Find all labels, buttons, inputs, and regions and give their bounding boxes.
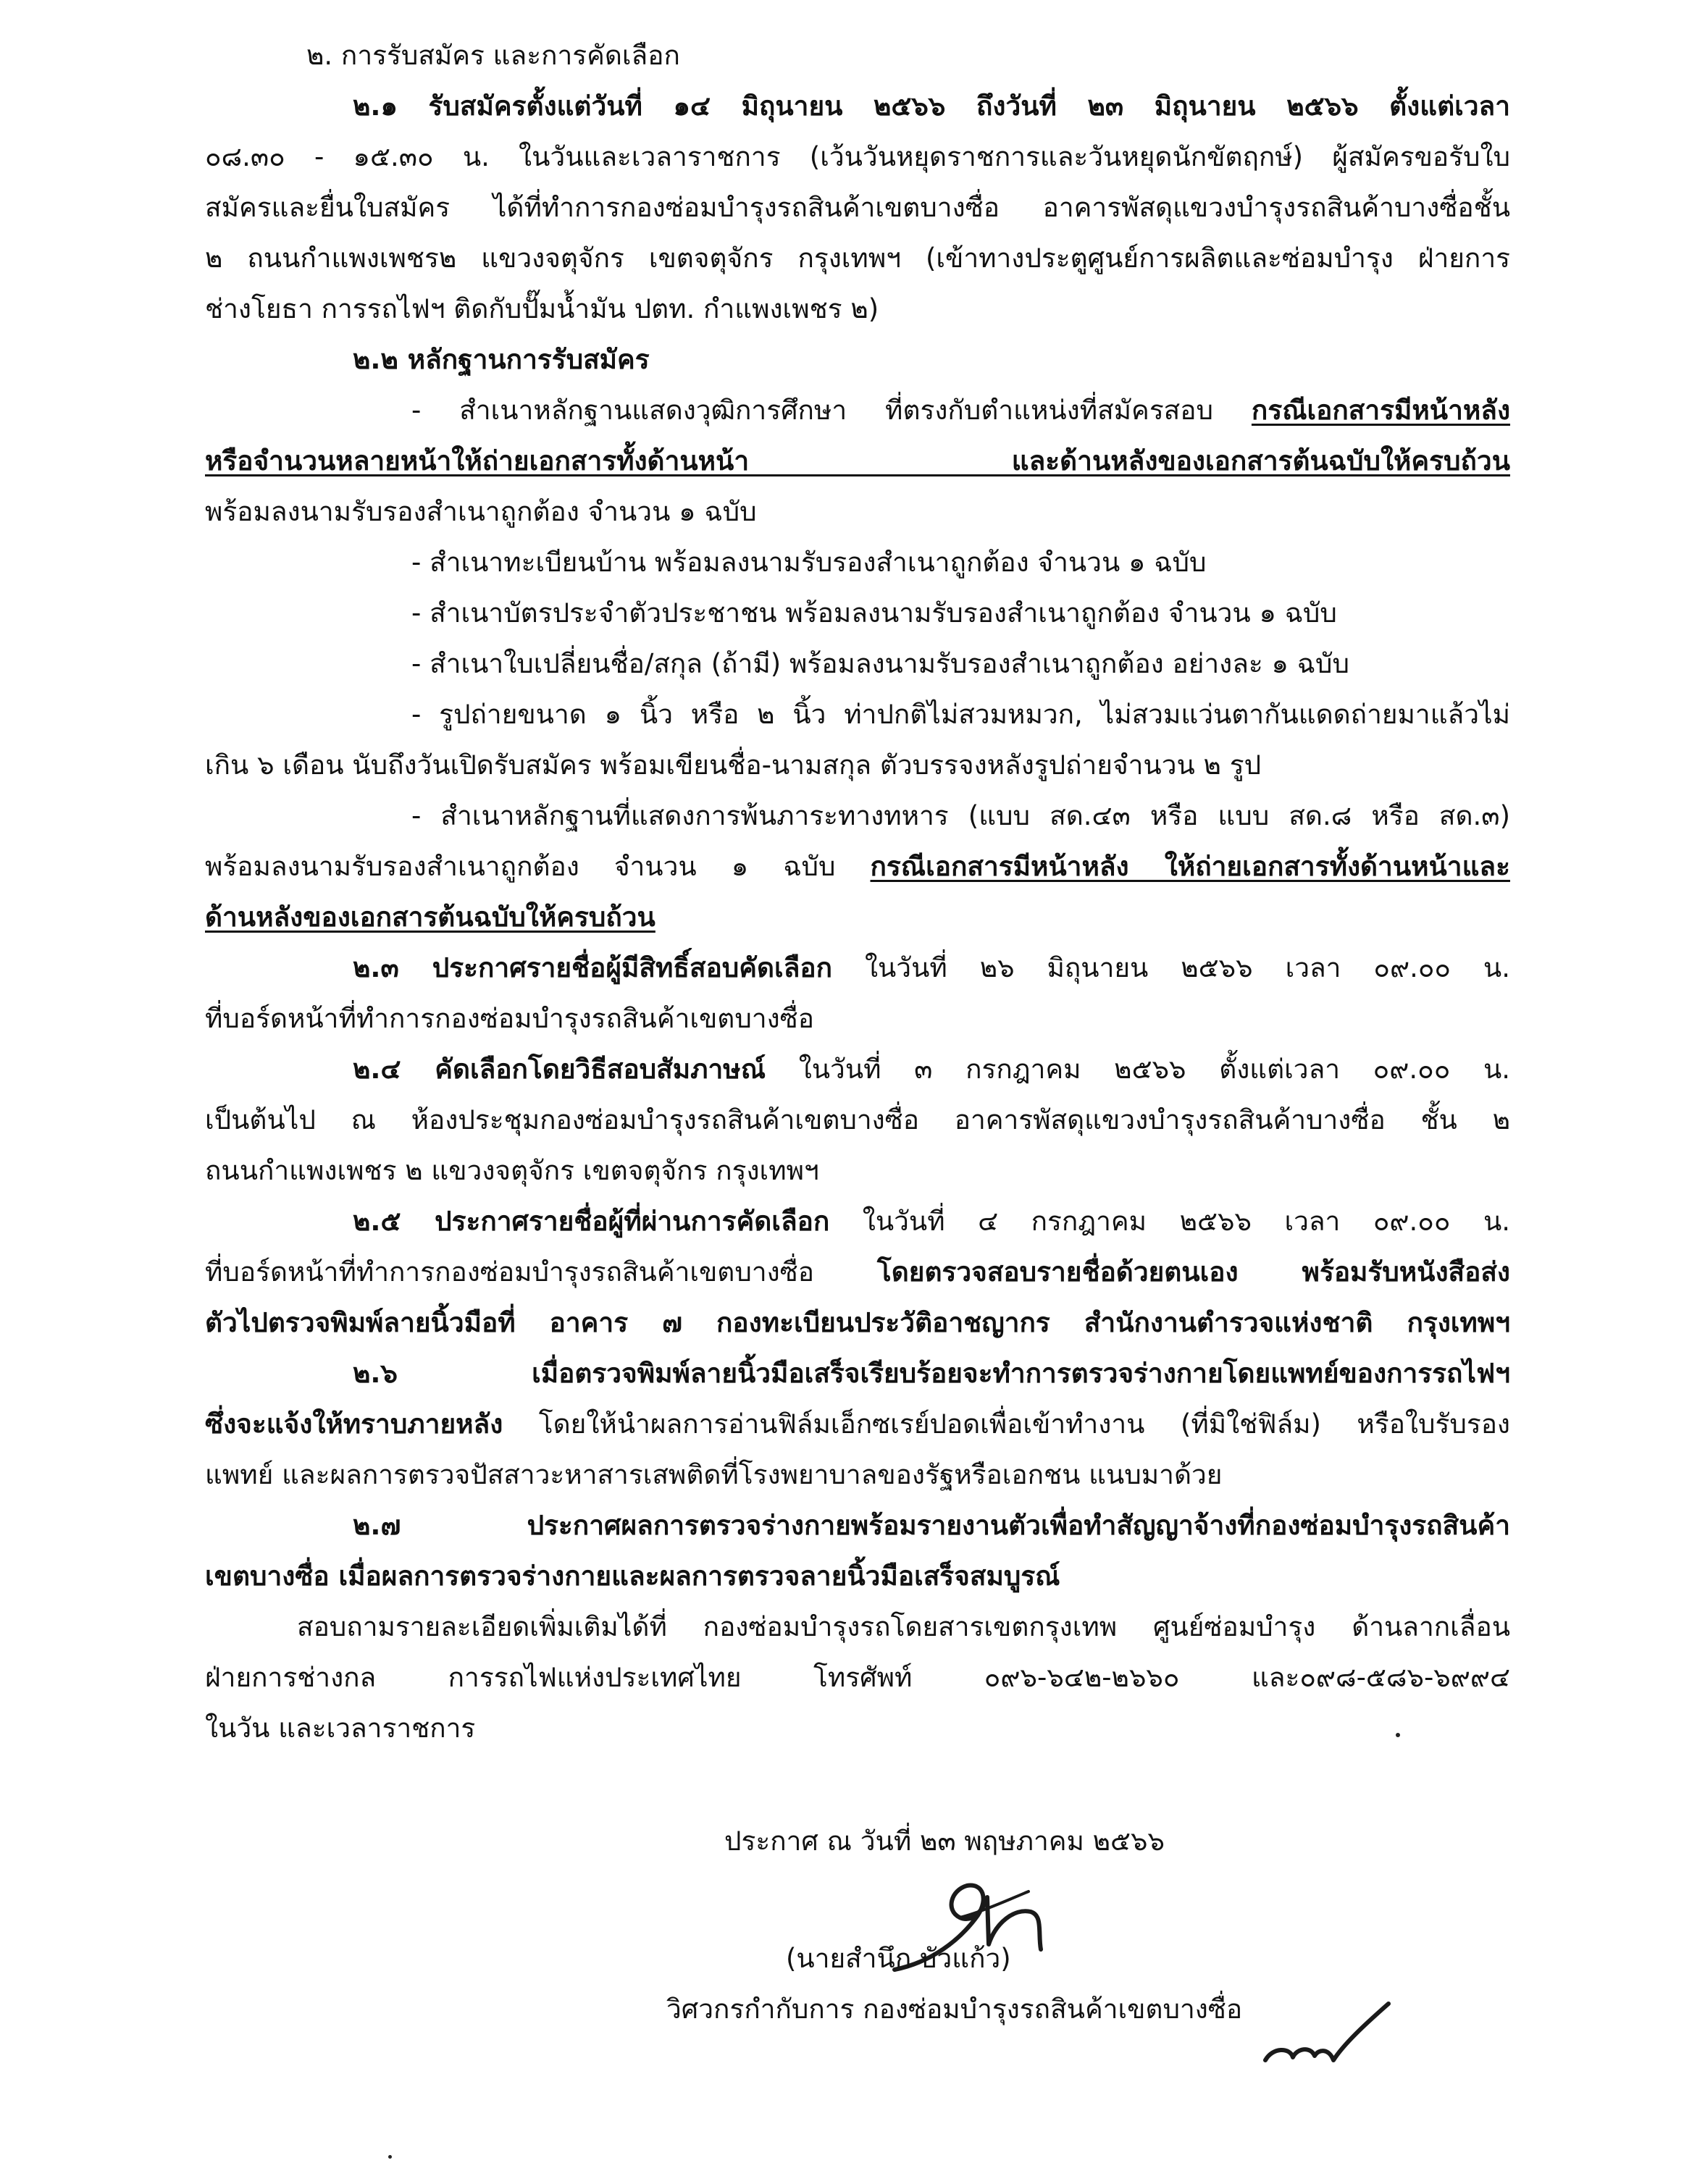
stray-dot [1396, 1733, 1400, 1737]
s21-line-1: ๒.๑ รับสมัครตั้งแต่วันที่ ๑๔ มิถุนายน ๒๕๖๖ ถึงวันที่ ๒๓ มิถุนายน ๒๕๖๖ ตั้งแต่เวลา [353, 91, 1510, 122]
section-heading: ๒. การรับสมัคร และการคัดเลือก [306, 40, 680, 71]
s26-line-1: ๒.๖ เมื่อตรวจพิมพ์ลายนิ้วมือเสร็จเรียบร้อยจะทำการตรวจร่างกายโดยแพทย์ของการรถไฟฯ [353, 1358, 1510, 1389]
s22-item-4: - สำเนาใบเปลี่ยนชื่อ/สกุล (ถ้ามี) พร้อมลงนามรับรองสำเนาถูกต้อง อย่างละ ๑ ฉบับ [411, 648, 1349, 679]
s22-item-6-line-3: ด้านหลังของเอกสารต้นฉบับให้ครบถ้วน [205, 902, 655, 933]
s22-item-1-line-2: หรือจำนวนหลายหน้าให้ถ่ายเอกสารทั้งด้านหน้า และด้านหลังของเอกสารต้นฉบับให้ครบถ้วน [205, 445, 1510, 476]
s26-line-3: แพทย์ และผลการตรวจปัสสาวะหาสารเสพติดที่โรงพยาบาลของรัฐหรือเอกชน แนบมาด้วย [205, 1459, 1223, 1490]
s22-item-6-line-2: พร้อมลงนามรับรองสำเนาถูกต้อง จำนวน ๑ ฉบับ กรณีเอกสารมีหน้าหลัง ให้ถ่ายเอกสารทั้งด้านหน้าและ [205, 851, 1510, 882]
s21-line-3: สมัครและยื่นใบสมัคร ได้ที่ทำการกองซ่อมบำรุงรถสินค้าเขตบางซื่อ อาคารพัสดุแขวงบำรุงรถสินค้าบางซื่อชั้น [205, 192, 1510, 223]
signatory-position: วิศวกรกำกับการ กองซ่อมบำรุงรถสินค้าเขตบางซื่อ [666, 1994, 1243, 2025]
announcement-date: ประกาศ ณ วันที่ ๒๓ พฤษภาคม ๒๕๖๖ [724, 1826, 1165, 1857]
s22-item-5-line-1: - รูปถ่ายขนาด ๑ นิ้ว หรือ ๒ นิ้ว ท่าปกติไม่สวมหมวก, ไม่สวมแว่นตากันแดดถ่ายมาแล้วไม่ [411, 699, 1510, 730]
s24-line-1: ๒.๔ คัดเลือกโดยวิธีสอบสัมภาษณ์ ในวันที่ ๓ กรกฎาคม ๒๕๖๖ ตั้งแต่เวลา ๐๙.๐๐ น. [353, 1054, 1510, 1085]
s26-line-2: ซึ่งจะแจ้งให้ทราบภายหลัง โดยให้นำผลการอ่านฟิล์มเอ็กซเรย์ปอดเพื่อเข้าทำงาน (ที่มิใช่ฟิล์ม) หรือใบรับรอง [205, 1408, 1510, 1440]
initials-mark [1257, 1988, 1402, 2075]
contact-line-1: สอบถามรายละเอียดเพิ่มเติมได้ที่ กองซ่อมบำรุงรถโดยสารเขตกรุงเทพ ศูนย์ซ่อมบำรุง ด้านลากเลื่อน [297, 1611, 1510, 1642]
s25-line-1: ๒.๕ ประกาศรายชื่อผู้ที่ผ่านการคัดเลือก ในวันที่ ๔ กรกฎาคม ๒๕๖๖ เวลา ๐๙.๐๐ น. [353, 1206, 1511, 1237]
contact-line-2: ฝ่ายการช่างกล การรถไฟแห่งประเทศไทย โทรศัพท์ ๐๙๖-๖๔๒-๒๖๖๐ และ๐๙๘-๕๘๖-๖๙๙๔ [205, 1662, 1510, 1693]
s27-line-1: ๒.๗ ประกาศผลการตรวจร่างกายพร้อมรายงานตัวเพื่อทำสัญญาจ้างที่กองซ่อมบำรุงรถสินค้า [353, 1510, 1510, 1541]
s22-item-1-line-1: - สำเนาหลักฐานแสดงวุฒิการศึกษา ที่ตรงกับตำแหน่งที่สมัครสอบ กรณีเอกสารมีหน้าหลัง [411, 395, 1511, 426]
contact-line-3: ในวัน และเวลาราชการ [205, 1713, 476, 1744]
s23-line-1: ๒.๓ ประกาศรายชื่อผู้มีสิทธิ์สอบคัดเลือก ในวันที่ ๒๖ มิถุนายน ๒๕๖๖ เวลา ๐๙.๐๐ น. [353, 952, 1510, 983]
s22-heading: ๒.๒ หลักฐานการรับสมัคร [353, 344, 650, 375]
s25-line-2: ที่บอร์ดหน้าที่ทำการกองซ่อมบำรุงรถสินค้าเขตบางซื่อ โดยตรวจสอบรายชื่อด้วยตนเอง พร้อมรับหนังสือส่ง [205, 1256, 1510, 1288]
s22-item-3: - สำเนาบัตรประจำตัวประชาชน พร้อมลงนามรับรองสำเนาถูกต้อง จำนวน ๑ ฉบับ [411, 597, 1337, 629]
stray-dot-bottom [388, 2155, 392, 2159]
s27-line-2: เขตบางซื่อ เมื่อผลการตรวจร่างกายและผลการตรวจลายนิ้วมือเสร็จสมบูรณ์ [205, 1561, 1060, 1592]
s24-line-3: ถนนกำแพงเพชร ๒ แขวงจตุจักร เขตจตุจักร กรุงเทพฯ [205, 1155, 819, 1186]
s22-item-2: - สำเนาทะเบียนบ้าน พร้อมลงนามรับรองสำเนาถูกต้อง จำนวน ๑ ฉบับ [411, 547, 1207, 578]
s24-line-2: เป็นต้นไป ณ ห้องประชุมกองซ่อมบำรุงรถสินค้าเขตบางซื่อ อาคารพัสดุแขวงบำรุงรถสินค้าบางซื่อ ชั้น ๒ [205, 1104, 1510, 1135]
s22-item-6-line-1: - สำเนาหลักฐานที่แสดงการพ้นภาระทางทหาร (แบบ สด.๔๓ หรือ แบบ สด.๘ หรือ สด.๓) [411, 800, 1510, 831]
signatory-name: (นายสำนึก บัวแก้ว) [786, 1943, 1011, 1974]
s25-line-3: ตัวไปตรวจพิมพ์ลายนิ้วมือที่ อาคาร ๗ กองทะเบียนประวัติอาชญากร สำนักงานตำรวจแห่งชาติ กรุงเทพฯ [205, 1307, 1510, 1338]
s21-line-5: ช่างโยธา การรถไฟฯ ติดกับปั๊มน้ำมัน ปตท. กำแพงเพชร ๒) [205, 293, 879, 324]
s22-item-1-line-3: พร้อมลงนามรับรองสำเนาถูกต้อง จำนวน ๑ ฉบับ [205, 496, 757, 527]
s22-item-5-line-2: เกิน ๖ เดือน นับถึงวันเปิดรับสมัคร พร้อมเขียนชื่อ-นามสกุล ตัวบรรจงหลังรูปถ่ายจำนวน ๒ รูป [205, 749, 1262, 781]
s21-line-2: ๐๘.๓๐ - ๑๕.๓๐ น. ในวันและเวลาราชการ (เว้นวันหยุดราชการและวันหยุดนักขัตฤกษ์) ผู้สมัครขอรับใบ [205, 141, 1510, 172]
s23-line-2: ที่บอร์ดหน้าที่ทำการกองซ่อมบำรุงรถสินค้าเขตบางซื่อ [205, 1003, 814, 1034]
s21-line-4: ๒ ถนนกำแพงเพชร๒ แขวงจตุจักร เขตจตุจักร กรุงเทพฯ (เข้าทางประตูศูนย์การผลิตและซ่อมบำรุง ฝ่ายการ [205, 243, 1510, 274]
